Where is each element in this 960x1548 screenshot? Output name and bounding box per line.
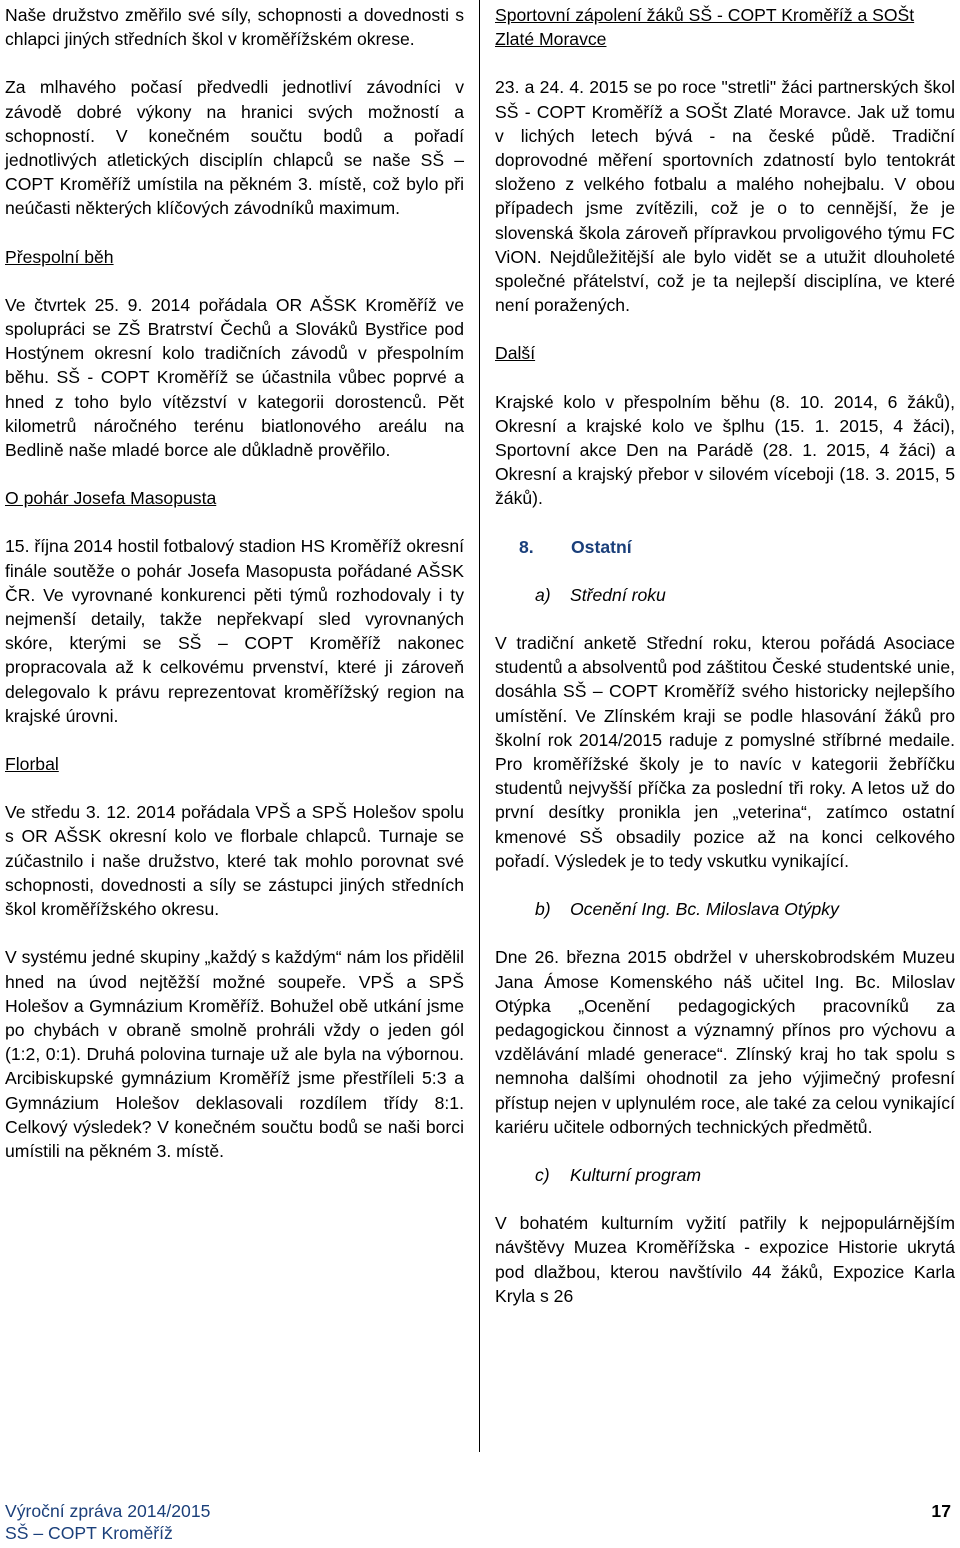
section-heading-zapoleni: Sportovní zápolení žáků SŠ - COPT Kroměříž a SOŠt Zlaté Moravce — [495, 5, 915, 50]
subheading-letter: c) — [535, 1164, 550, 1185]
section-heading-pohar: O pohár Josefa Masopusta — [5, 488, 217, 509]
subheading-title: Kulturní program — [570, 1164, 702, 1185]
paragraph: V tradiční anketě Střední roku, kterou pořádá Asociace studentů a absolventů pod záštitou České studentské unie, dosáhla SŠ – COPT Kroměříž svého historicky nejlepšího umístění. Ve Zlínském kraji se podle hlasování žáků pro školní rok 2014/2015 raduje z pomyslné stříbrné medaile. Pro kroměřížské školy je to navíc v kategorii žebříčku studentů nejvyšší příčka za poslední tři roky. A letos už do první desítky pronikla jen „veterina“, zatímco ostatní kmenové SŠ obsadily pozice až na konci celkového pořadí. Výsledek je to tedy vskutku vynikající. — [495, 633, 955, 871]
footer-report-title: Výroční zpráva 2014/2015 — [5, 1501, 211, 1521]
left-column — [5, 3, 464, 1163]
paragraph: V systému jedné skupiny „každý s každým“ nám los přidělil hned na úvod nejtěžší možné soupeře. VPŠ a SPŠ Holešov a Gymnázium Kroměříž. Bohužel obě utkání jsme po chybách v obraně smolně prohráli vždy o jeden gól (1:2, 0:1). Druhá polovina turnaje už ale byla na výbornou. Arcibiskupské gymnázium Kroměříž jsme přestříleli 5:3 a Gymnázium Holešov deklasovali rozdílem třídy 8:1. Celkový výsledek? V konečném součtu bodů se naši borci umístili na pěkném 3. místě. — [5, 947, 464, 1161]
footer-school-name: SŠ – COPT Kroměříž — [5, 1523, 173, 1543]
section-heading-dalsi: Další — [495, 343, 536, 364]
paragraph: Za mlhavého počasí předvedli jednotliví závodníci v závodě dobré výkony na hranici svých možností a schopností. V konečném součtu bodů a pořadí jednotlivých atletických disciplín chlapců se naše SŠ – COPT Kroměříž umístila na pěkném 3. místě, což bylo při neúčasti některých klíčových závodníků maximum. — [5, 77, 464, 219]
chapter-title: Ostatní — [571, 536, 632, 557]
subheading-oceneni — [535, 897, 955, 921]
paragraph: Ve čtvrtek 25. 9. 2014 pořádala OR AŠSK Kroměříž ve spolupráci se ZŠ Bratrství Čechů a Slováků Bystřice pod Hostýnem okresní kolo tradičních závodů v přespolním běhu. SŠ - COPT Kroměříž se účastnila vůbec poprvé a hned z toho bylo vítězství v kategorii dorostenců. Pět kilometrů náročného terénu biatlonového areálu na Bedlině naše mladé borce ale důkladně prověřilo. — [5, 294, 464, 461]
section-heading-florbal: Florbal — [5, 754, 59, 775]
page-footer — [5, 1500, 951, 1544]
column-divider — [479, 0, 480, 1452]
paragraph: 15. října 2014 hostil fotbalový stadion HS Kroměříž okresní finále soutěže o pohár Josefa Masopusta pořádané AŠSK ČR. Ve vyrovnané konkurenci pěti týmů rozhodovaly i ty nejmenší detaily, takže nepřekvapí sled vyrovnaných skóre, kterými se SŠ – COPT Kroměříž nakonec propracovala až k celkovému prvenství, které ji zároveň delegovalo k právu reprezentovat kroměřížský region na krajské úrovni. — [5, 536, 464, 726]
paragraph: Dne 26. března 2015 obdržel v uherskobrodském Muzeu Jana Ámose Komenského náš učitel Ing. Bc. Miloslav Otýpka „Ocenění pedagogických pracovníků za pedagogickou činnost a významný přínos pro výchovu a vzdělávání mladé generace“. Zlínský kraj ho tak spolu s nemnoha dalšími ohodnotil za jeho výjimečný profesní přístup nejen v uplynulém roce, ale také za celou vynikající kariéru učitele odborných technických předmětů. — [495, 947, 955, 1137]
paragraph: Naše družstvo změřilo své síly, schopnosti a dovednosti s chlapci jiných středních škol v kroměřížském okrese. — [5, 5, 464, 50]
subheading-letter: a) — [535, 584, 551, 605]
subheading-title: Střední roku — [570, 584, 666, 605]
subheading-title: Ocenění Ing. Bc. Miloslava Otýpky — [570, 899, 839, 920]
right-column — [495, 3, 955, 1308]
chapter-number: 8. — [519, 536, 534, 557]
page-number: 17 — [931, 1501, 951, 1521]
subheading-letter: b) — [535, 899, 551, 920]
section-heading-prespolni-beh: Přespolní běh — [5, 246, 114, 267]
subheading-kulturni-program — [535, 1163, 955, 1187]
paragraph: Krajské kolo v přespolním běhu (8. 10. 2014, 6 žáků), Okresní a krajské kolo ve šplhu (15. 1. 2015, 4 žáci), Sportovní akce Den na Parádě (28. 1. 2015, 4 žáci) a Okresní a krajský přebor v silovém víceboji (18. 3. 2015, 5 žáků). — [495, 391, 955, 509]
paragraph: Ve středu 3. 12. 2014 pořádala VPŠ a SPŠ Holešov spolu s OR AŠSK okresní kolo ve florbale chlapců. Turnaje se zúčastnilo i naše družstvo, které tak mohlo porovnat své schopnosti, dovednosti a síly se zástupci jiných středních škol kroměřížského okresu. — [5, 802, 464, 920]
paragraph: 23. a 24. 4. 2015 se po roce "stretli" žáci partnerských škol SŠ - COPT Kroměříž a SOŠt Zlaté Moravce. Jak už tomu v lichých letech bývá - na české půdě. Tradiční doprovodné měření sportovních zdatností bylo tentokrát složeno z velkého fotbalu a malého nohejbalu. V obou případech jsme zvítězili, což je o to cennější, že je slovenská škola zároveň přípravkou prvoligového týmu FC ViON. Nejdůležitější ale bylo vidět se a utužit dlouholeté společné přátelství, což je ta nejlepší disciplína, ve které není poražených. — [495, 77, 955, 316]
chapter-heading-ostatni — [519, 535, 955, 559]
paragraph: V bohatém kulturním vyžití patřily k nejpopulárnějším návštěvy Muzea Kroměřížska - expozice Historie ukrytá pod dlažbou, kterou navštívilo 44 žáků, Expozice Karla Kryla s 26 — [495, 1213, 955, 1306]
subheading-stredni-roku — [535, 583, 955, 607]
